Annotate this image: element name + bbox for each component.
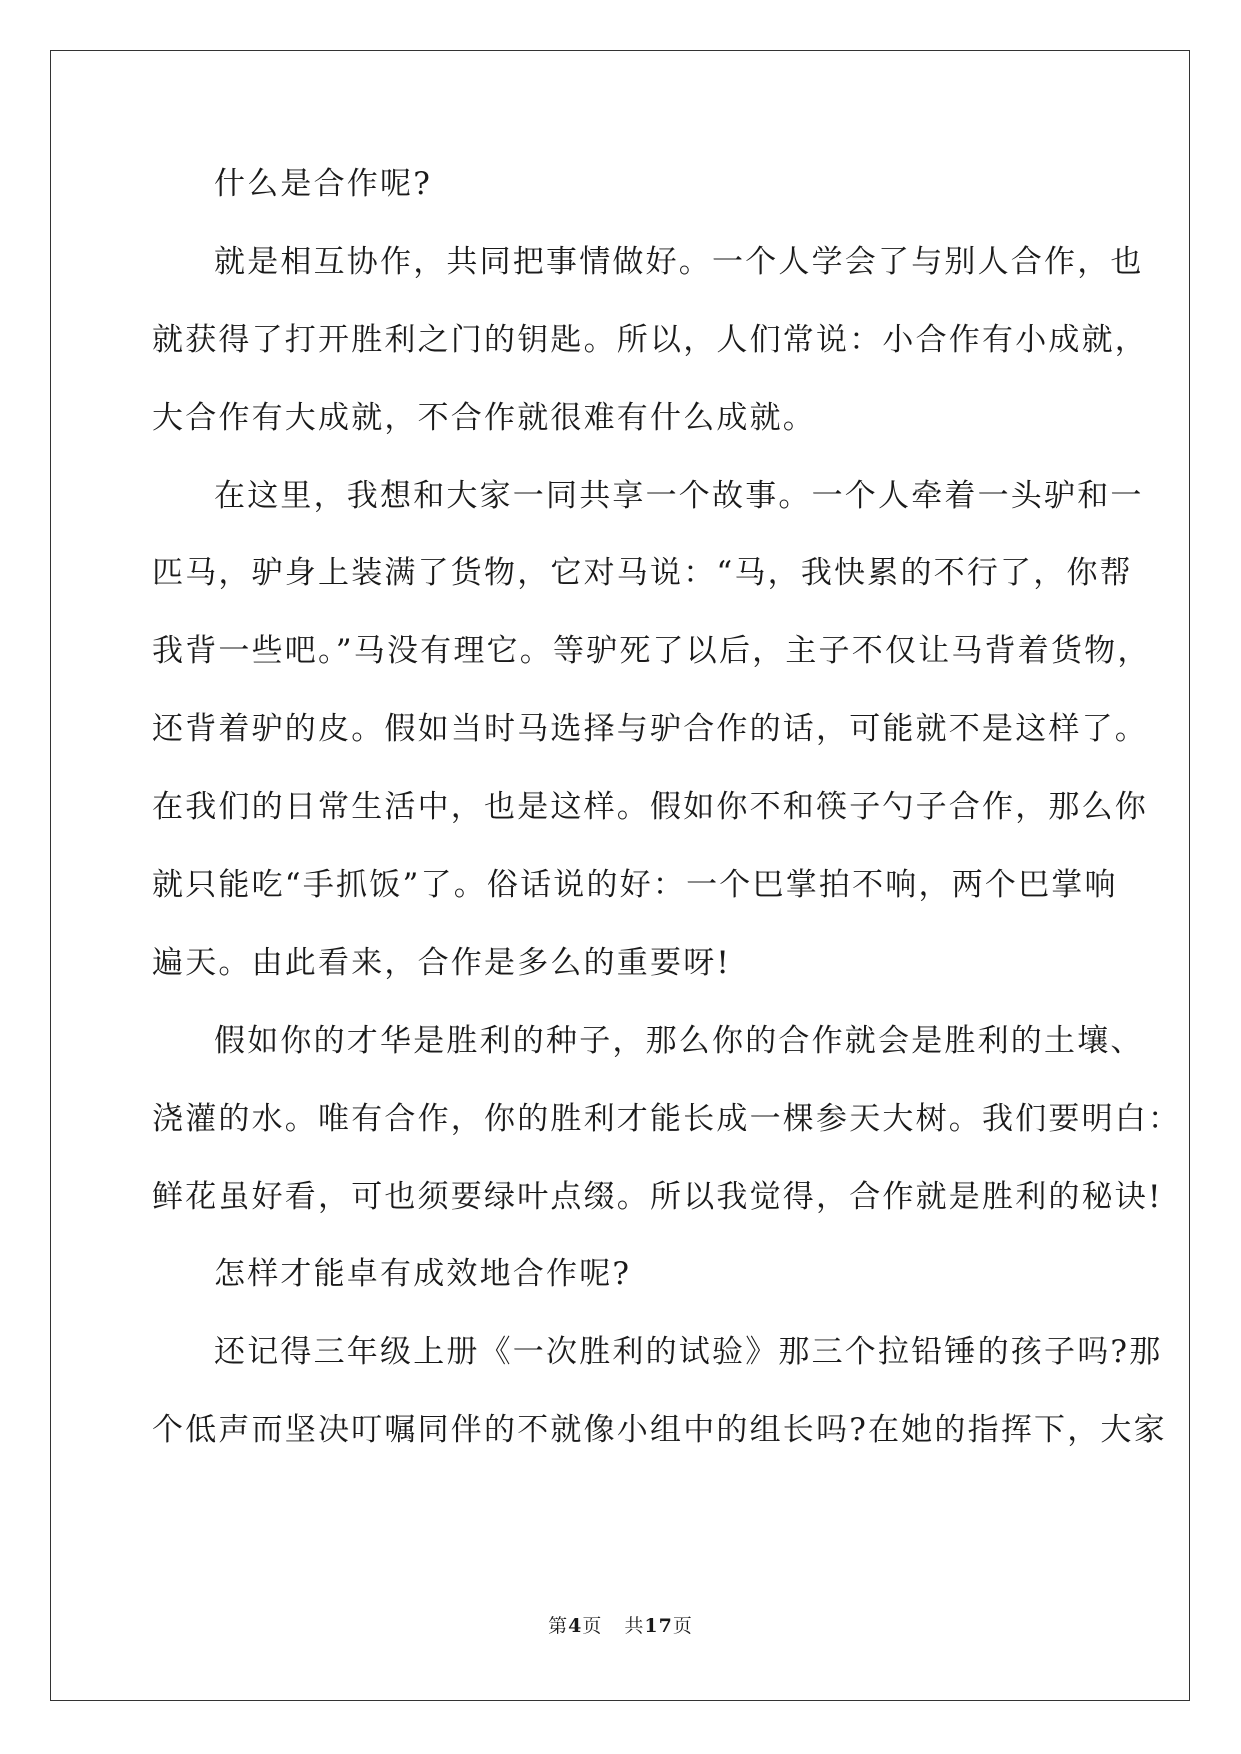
text-line: 匹马，驴身上装满了货物，它对马说：“马，我快累的不行了，你帮	[152, 555, 1133, 592]
text-line: 在这里，我想和大家一同共享一个故事。一个人牵着一头驴和一	[214, 477, 1144, 514]
text-line: 在我们的日常生活中，也是这样。假如你不和筷子勺子合作，那么你	[152, 789, 1148, 826]
page-current: 4	[568, 1615, 583, 1637]
text-line: 什么是合作呢?	[214, 166, 433, 202]
text-line: 鲜花虽好看，可也须要绿叶点缀。所以我觉得，合作就是胜利的秘诀!	[152, 1178, 1163, 1215]
document-body	[152, 146, 1182, 1470]
text-line: 大合作有大成就，不合作就很难有什么成就。	[152, 399, 816, 436]
text-line: 就只能吃“手抓饭”了。俗话说的好：一个巴掌拍不响，两个巴掌响	[152, 867, 1118, 904]
page-unit: 页	[582, 1615, 603, 1637]
text-line: 就是相互协作，共同把事情做好。一个人学会了与别人合作，也	[214, 243, 1144, 280]
text-line: 还背着驴的皮。假如当时马选择与驴合作的话，可能就不是这样了。	[152, 711, 1148, 748]
page-footer	[0, 1611, 1241, 1638]
text-line: 个低声而坚决叮嘱同伴的不就像小组中的组长吗?在她的指挥下，大家	[152, 1412, 1167, 1449]
page-prefix: 第	[548, 1615, 569, 1637]
total-unit: 页	[672, 1615, 693, 1637]
text-line: 还记得三年级上册《一次胜利的试验》那三个拉铅锤的孩子吗?那	[214, 1334, 1163, 1371]
total-prefix: 共	[624, 1615, 645, 1637]
text-line: 假如你的才华是胜利的种子，那么你的合作就会是胜利的土壤、	[214, 1022, 1144, 1059]
text-line: 遍天。由此看来，合作是多么的重要呀!	[152, 944, 732, 981]
text-line: 就获得了打开胜利之门的钥匙。所以，人们常说：小合作有小成就，	[152, 321, 1148, 358]
text-line: 浇灌的水。唯有合作，你的胜利才能长成一棵参天大树。我们要明白：	[152, 1100, 1182, 1137]
page-total: 17	[644, 1615, 673, 1637]
text-line: 我背一些吧。”马没有理它。等驴死了以后，主子不仅让马背着货物，	[152, 633, 1151, 670]
text-line: 怎样才能卓有成效地合作呢?	[214, 1256, 632, 1293]
